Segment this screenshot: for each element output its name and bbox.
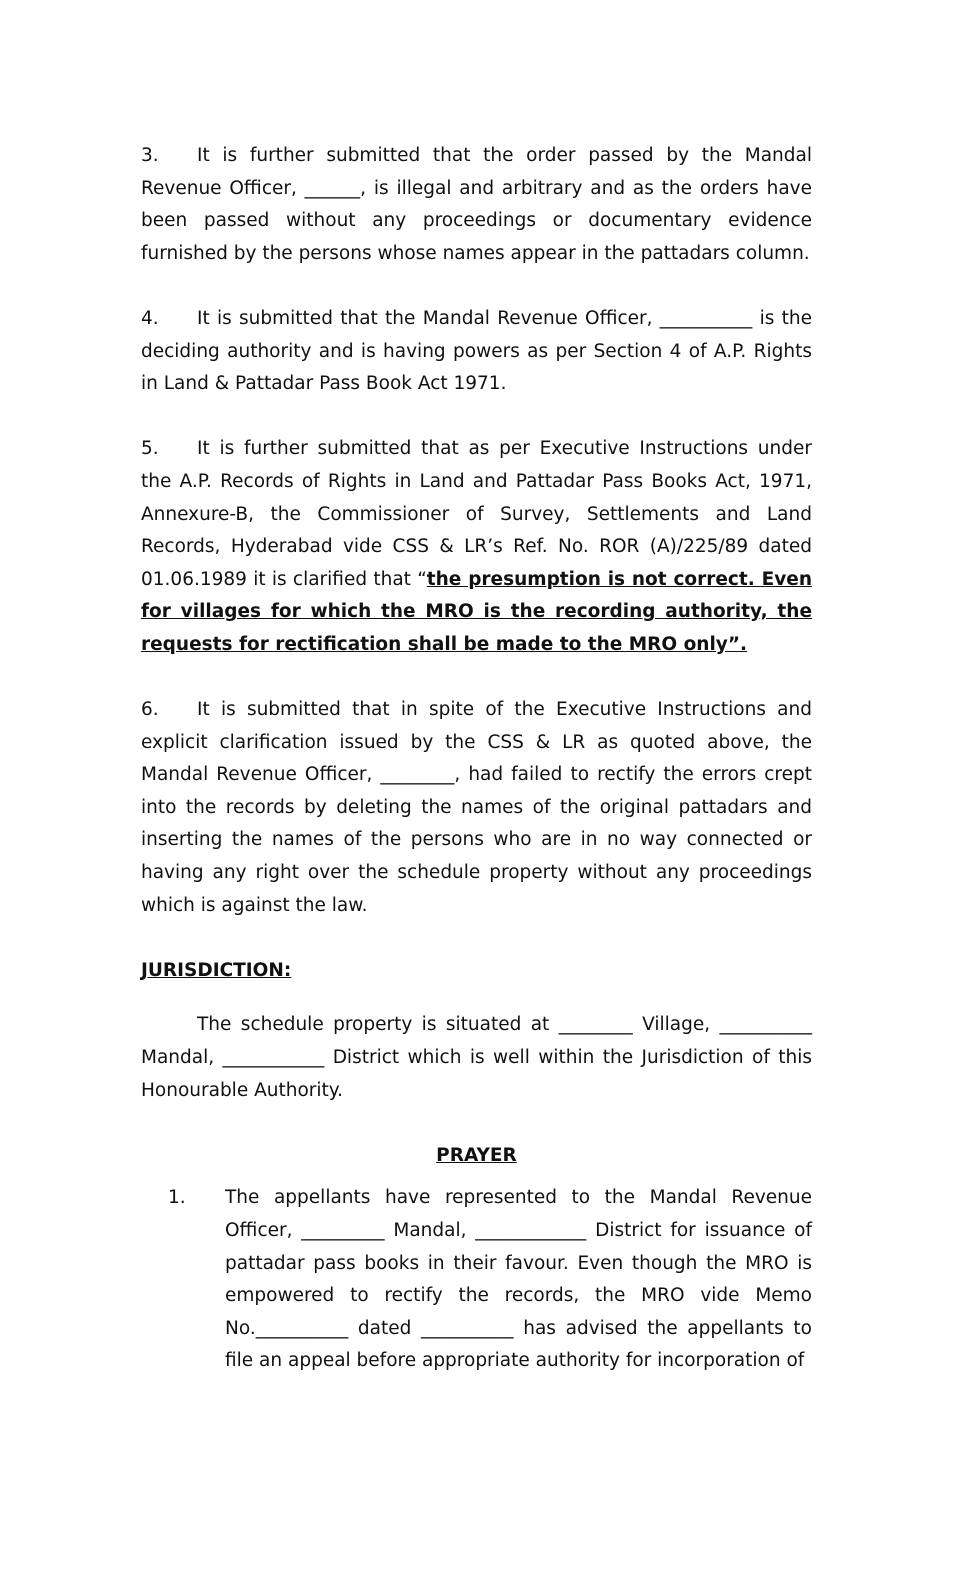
prayer-heading: PRAYER <box>436 1144 517 1166</box>
paragraph-6 <box>141 694 812 922</box>
prayer-item-text: The appellants have represented to the Mandal Revenue Officer, _________ Mandal, ____________ District for issuance of pattadar pass books in their favour. Even though the MRO is empowered to rectify the records, the MRO vide Memo No.__________ dated __________ has advised the appellants to file an appeal before appropriate authority for incorporation of <box>225 1187 812 1372</box>
paragraph-number: 4. <box>141 307 159 329</box>
paragraph-text: It is further submitted that the order passed by the Mandal Revenue Officer, ______, is illegal and arbitrary and as the orders have been passed without any proceedings or documentary evidence furnished by the persons whose names appear in the pattadars column. <box>141 145 812 264</box>
paragraph-4 <box>141 303 812 401</box>
paragraph-text: It is submitted that the Mandal Revenue Officer, __________ is the deciding authority and is having powers as per Section 4 of A.P. Rights in Land & Pattadar Pass Book Act 1971. <box>141 307 812 395</box>
prayer-item <box>141 1182 812 1378</box>
jurisdiction-heading: JURISDICTION: <box>141 959 292 981</box>
quoted-clarification: the presumption is not correct. Even for villages for which the MRO is the recording authority, the requests for rectification shall be made to the MRO only”. <box>141 568 813 655</box>
document-page <box>141 140 812 1378</box>
jurisdiction-text: The schedule property is situated at ________ Village, __________ Mandal, ___________ District which is well within the Jurisdiction of this Honourable Authority. <box>141 1014 812 1101</box>
paragraph-number: 6. <box>141 699 159 721</box>
paragraph-number: 3. <box>141 145 159 166</box>
paragraph-3 <box>141 140 812 270</box>
paragraph-text: It is submitted that in spite of the Executive Instructions and explicit clarification issued by the CSS & LR as quoted above, the Mandal Revenue Officer, ________, had failed to rectify the errors crept into the records by deleting the names of the original pattadars and inserting the names of the persons who are in no way connected or having any right over the schedule property without any proceedings which is against the law. <box>141 699 812 916</box>
paragraph-5 <box>141 433 812 661</box>
paragraph-text: It is further submitted that as per Executive Instructions under the A.P. Records of Rights in Land and Pattadar Pass Books Act, 1971, Annexure-B, the Commissioner of Survey, Settlements and Land Records, Hyderabad vide CSS & LR’s Ref. No. ROR (A)/225/89 dated 01.06.1989 it is clarified that “ <box>141 438 812 590</box>
prayer-item-number: 1. <box>168 1187 186 1209</box>
paragraph-number: 5. <box>141 438 159 460</box>
